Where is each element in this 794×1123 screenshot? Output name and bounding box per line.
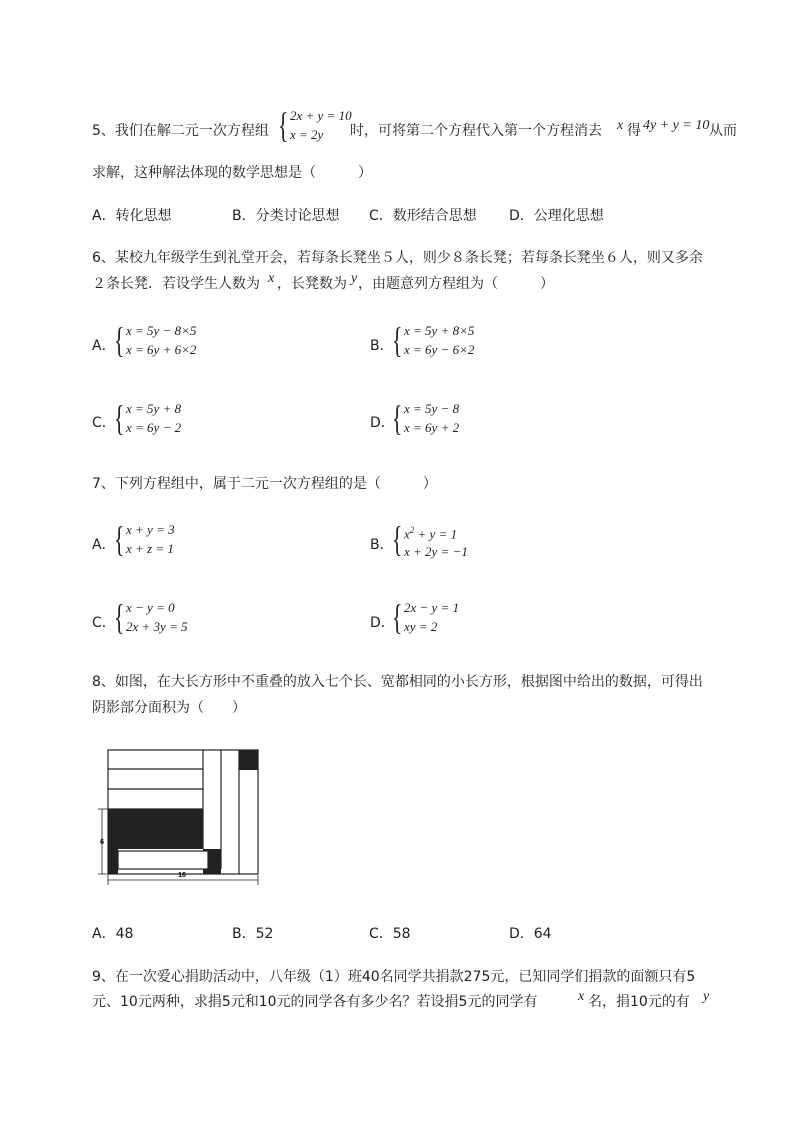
q6-option-d-letter: D． [370,415,395,431]
shaded-region-left [108,809,203,849]
q6-d-eq1: x = 5y − 8 [404,401,460,416]
q7-a-eq1: x + y = 3 [126,522,175,537]
q8-option-d[interactable]: D．64 [509,926,552,942]
q9-line1: 9、在一次爱心捐助活动中，八年级（1）班40名同学共捐款275元，已知同学们捐款的面额只有5 [92,969,696,985]
q9-line2b: 名，捐10元的有 [588,994,690,1010]
shaded-region-bottom-left [108,849,118,874]
q5-mid1: 时，可将第二个方程代入第一个方程消去 [350,123,602,139]
shaded-region-top-right [239,750,258,770]
q7-a-eq2: x + z = 1 [126,541,174,556]
q7-d-eq2: xy = 2 [404,619,438,634]
q9-var-y: y [703,989,710,1004]
q5-option-b[interactable]: B．分类讨论思想 [232,208,340,224]
q5-option-a[interactable]: A．转化思想 [92,208,172,224]
q6-c-eq2: x = 6y − 2 [126,420,182,435]
q7-c-eq1: x − y = 0 [126,600,175,615]
height-label: 6 [100,839,104,846]
q5-equation-system [278,106,352,144]
brace-icon: { [114,320,125,360]
q5-eq2: x = 2y [290,127,324,142]
q6-var-x: x [268,271,275,286]
q6-b-eq1: x = 5y + 8×5 [404,323,475,338]
q5-option-c[interactable]: C．数形结合思想 [369,208,477,224]
q7-option-c-letter: C． [92,615,116,631]
q6-line2c: ，由题意列方程组为（ ） [358,276,554,292]
q6-a-eq2: x = 6y + 6×2 [126,342,197,357]
q5-eq-result: 4y + y = 10 [643,118,710,133]
q9-var-x: x [578,989,585,1004]
q6-var-y: y [351,271,358,286]
brace-icon: { [278,105,289,145]
q7-d-eq1: 2x − y = 1 [404,600,460,615]
q7-option-d-letter: D． [370,615,395,631]
q6-d-eq2: x = 6y + 2 [404,420,460,435]
q6-line2b: ，长凳数为 [277,276,347,292]
q8-option-a[interactable]: A．48 [92,926,134,942]
q5-var-x: x [617,118,624,133]
q6-c-eq1: x = 5y + 8 [126,401,182,416]
q6-option-a-letter: A． [92,338,116,354]
q6-a-eq1: x = 5y − 8×5 [126,323,197,338]
brace-icon: { [114,398,125,438]
q6-line2a: ２条长凳．若设学生人数为 [92,276,260,292]
brace-icon: { [392,320,403,360]
q5-mid2: 得 [627,123,641,139]
q9-line2a: 元、10元两种，求捐5元和10元的同学各有多少名？若设捐5元的同学有 [92,994,538,1010]
q7-line1: 7、下列方程组中，属于二元一次方程组的是（ ） [92,476,437,492]
q8-line1: 8、如图，在大长方形中不重叠的放入七个长、宽都相同的小长方形，根据图中给出的数据，可得出 [92,674,703,690]
q5-suffix: 从而 [709,123,737,139]
brace-icon: { [114,597,125,637]
brace-icon: { [114,519,125,559]
q5-option-d[interactable]: D．公理化思想 [509,208,604,224]
q6-b-eq2: x = 6y − 6×2 [404,342,475,357]
brace-icon: { [392,519,403,559]
brace-icon: { [392,597,403,637]
q7-option-a-letter: A． [92,537,116,553]
bottom-rectangle [118,851,208,869]
q8-line2: 阴影部分面积为（ ） [92,700,246,716]
q5-eq1: 2x + y = 10 [290,108,352,123]
q7-c-eq2: 2x + 3y = 5 [126,619,188,634]
q8-figure [90,745,265,890]
q7-b-eq1: $x^2 + y = 1$ [404,525,458,542]
q7-b-eq2: x + 2y = −1 [404,544,468,560]
q7-option-b-letter: B． [370,537,394,553]
brace-icon: { [392,398,403,438]
q8-option-c[interactable]: C．58 [369,926,411,942]
q5-prefix: 5、我们在解二元一次方程组 [92,123,269,139]
q6-option-b-letter: B． [370,338,394,354]
width-label: 16 [178,872,186,879]
q6-option-c-letter: C． [92,415,116,431]
q6-line1: 6、某校九年级学生到礼堂开会，若每条长凳坐５人，则少８条长凳；若每条长凳坐６人，则又多余 [92,250,703,266]
q5-line2: 求解，这种解法体现的数学思想是（ ） [92,165,372,181]
q8-option-b[interactable]: B．52 [232,926,274,942]
